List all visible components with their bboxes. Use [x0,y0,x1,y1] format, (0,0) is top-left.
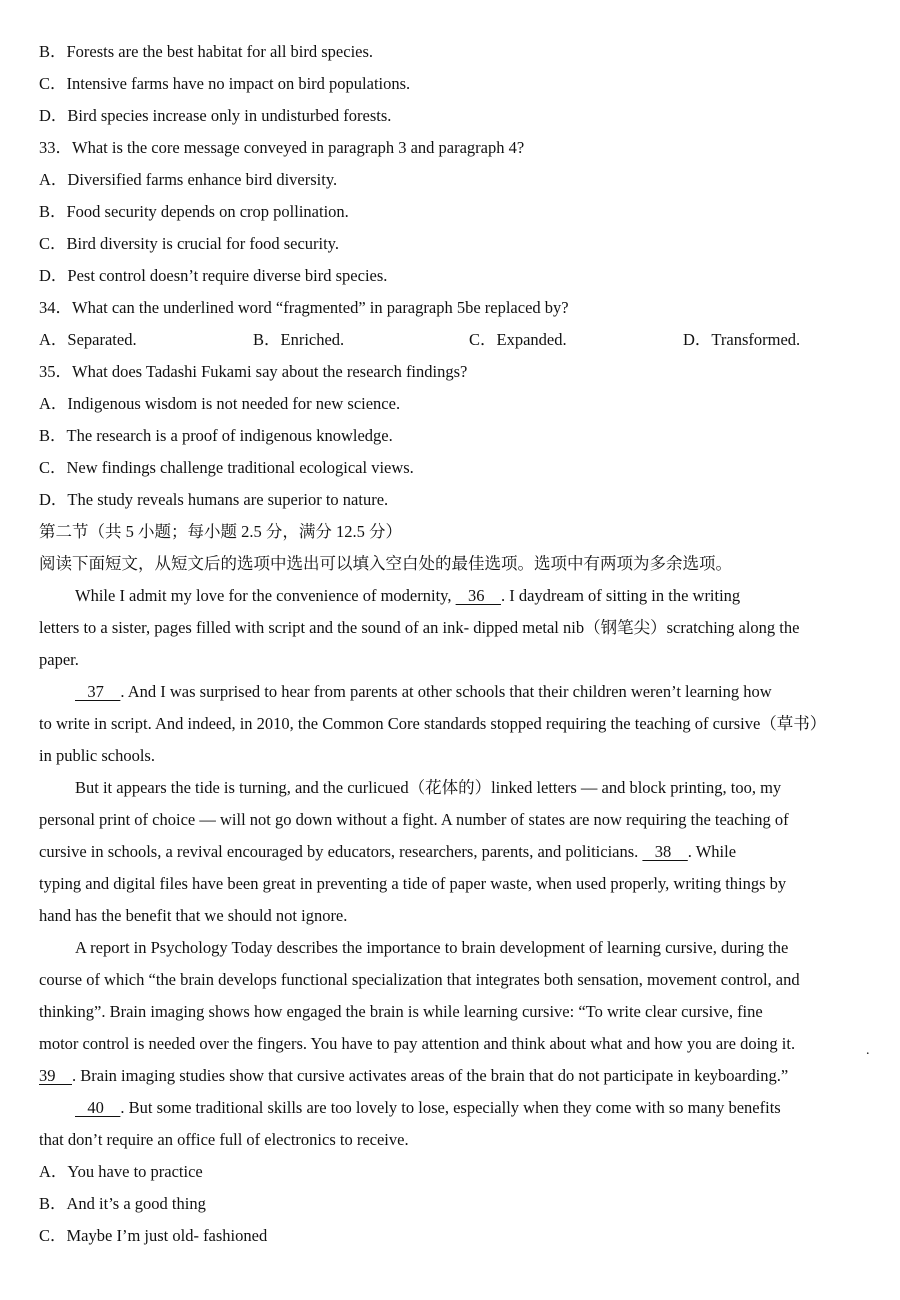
blank-36: 36 [455,586,501,605]
q32-option-d: D．Bird species increase only in undisturbed forests. [39,106,392,125]
q35-option-a: A．Indigenous wisdom is not needed for new science. [39,394,401,413]
passage-line [39,1060,871,1092]
passage-line: paper. [39,650,79,669]
passage-line [39,836,871,868]
passage-line: typing and digital files have been great in preventing a tide of paper waste, when used properly, writing things by [39,874,787,893]
passage-line: course of which “the brain develops functional specialization that integrates both sensation, movement control, and [39,970,800,989]
stray-dot-mark: . [866,1043,870,1058]
q32-option-c: C．Intensive farms have no impact on bird populations. [39,74,411,93]
q34-options [39,324,871,356]
blank-37: 37 [75,682,121,701]
passage-text: While I admit my love for the convenience of modernity, [75,586,456,605]
section-heading: 第二节（共 5 小题；每小题 2.5 分，满分 12.5 分） [39,522,402,541]
q34-option-c: C．Expanded. [469,330,567,349]
q33-option-c: C．Bird diversity is crucial for food security. [39,234,339,253]
passage-line: thinking”. Brain imaging shows how engaged the brain is while learning cursive: “To write clear cursive, fine [39,1002,763,1021]
q34-option-a: A．Separated. [39,330,137,349]
passage-line: to write in script. And indeed, in 2010, the Common Core standards stopped requiring the teaching of cursive（草书） [39,714,827,733]
passage-line [39,1092,871,1124]
q34-option-b: B．Enriched. [253,330,345,349]
q33-stem: 33．What is the core message conveyed in paragraph 3 and paragraph 4? [39,138,525,157]
passage-text: . Brain imaging studies show that cursive activates areas of the brain that do not participate in keyboarding.” [72,1066,789,1085]
passage-line: letters to a sister, pages filled with script and the sound of an ink- dipped metal nib（钢笔尖）scratching along the [39,618,800,637]
passage-text: . While [687,842,737,861]
q33-option-b: B．Food security depends on crop pollination. [39,202,349,221]
q35-option-c: C．New findings challenge traditional ecological views. [39,458,414,477]
blank-39: 39 [39,1066,72,1085]
passage-line: A report in Psychology Today describes the importance to brain development of learning cursive, during the [75,938,789,957]
section-instruction: 阅读下面短文，从短文后的选项中选出可以填入空白处的最佳选项。选项中有两项为多余选项。 [39,554,732,573]
answer-option-a: A．You have to practice [39,1162,203,1181]
passage-text: cursive in schools, a revival encouraged by educators, researchers, parents, and politicians. [39,842,643,861]
passage-line: But it appears the tide is turning, and the curlicued（花体的）linked letters — and block printing, too, my [75,778,782,797]
blank-38: 38 [642,842,688,861]
q35-option-b: B．The research is a proof of indigenous knowledge. [39,426,393,445]
passage-line: that don’t require an office full of electronics to receive. [39,1130,409,1149]
passage-line: personal print of choice — will not go down without a fight. A number of states are now requiring the teaching of [39,810,789,829]
passage-text: . But some traditional skills are too lovely to lose, especially when they come with so many benefits [120,1098,781,1117]
passage-line: in public schools. [39,746,155,765]
passage-line: motor control is needed over the fingers. You have to pay attention and think about what and how you are doing it. [39,1034,796,1053]
passage-line: hand has the benefit that we should not ignore. [39,906,348,925]
passage-text: . I daydream of sitting in the writing [500,586,741,605]
answer-option-c: C．Maybe I’m just old- fashioned [39,1226,268,1245]
q35-option-d: D．The study reveals humans are superior to nature. [39,490,389,509]
q33-option-a: A．Diversified farms enhance bird diversity. [39,170,338,189]
passage-text: . And I was surprised to hear from parents at other schools that their children weren’t learning how [120,682,772,701]
q35-stem: 35．What does Tadashi Fukami say about the research findings? [39,362,468,381]
q32-option-b: B．Forests are the best habitat for all bird species. [39,42,374,61]
passage-line [39,676,871,708]
q34-option-d: D．Transformed. [683,330,801,349]
exam-page [39,36,871,1252]
answer-option-b: B．And it’s a good thing [39,1194,206,1213]
passage-line [39,580,871,612]
q34-stem: 34．What can the underlined word “fragmented” in paragraph 5be replaced by? [39,298,569,317]
blank-40: 40 [75,1098,121,1117]
q33-option-d: D．Pest control doesn’t require diverse bird species. [39,266,388,285]
